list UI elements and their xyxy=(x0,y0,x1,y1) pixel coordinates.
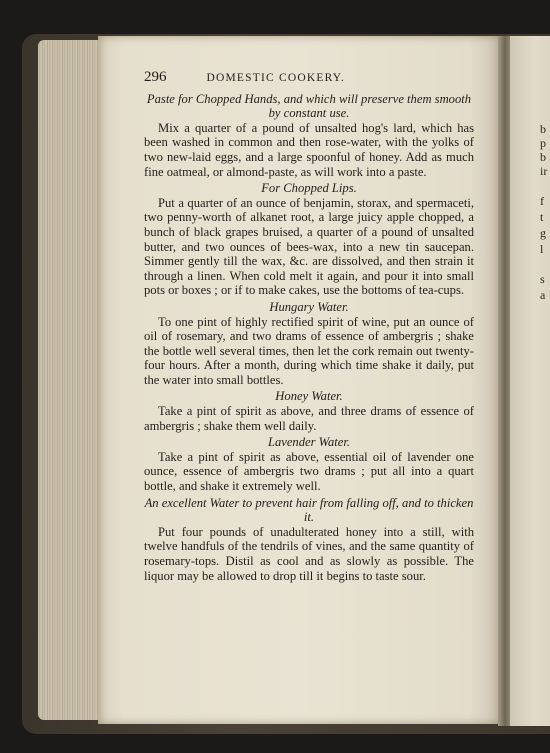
page-header xyxy=(144,70,474,86)
facing-fragment: a xyxy=(540,288,546,302)
recipe-heading: Honey Water. xyxy=(275,389,343,404)
recipe-heading: Hungary Water. xyxy=(269,299,349,314)
recipe-body: To one pint of highly rectified spirit of wine, put an ounce of oil of rosemary, and two drams of essence of ambergris ; shake the bottle well several times, then let the cork remain out twenty-four hours. After a month, during which time shake it daily, put the water into small bottles. xyxy=(144,314,474,387)
recipe-heading: Lavender Water. xyxy=(267,435,351,450)
recipe-heading: Paste for Chopped Hands, and which will preserve them smooth by constant use. xyxy=(146,91,472,121)
recipe-body: Mix a quarter of a pound of unsalted hog's lard, which has been washed in common and then rose-water, with the yolks of two new-laid eggs, and a large spoonful of honey. Add as much fine oatmeal, or almond-paste, as will work into a paste. xyxy=(144,120,474,179)
recipe-heading: An excellent Water to prevent hair from falling off, and to thicken it. xyxy=(144,495,474,525)
facing-fragment: ir xyxy=(540,164,548,178)
recipe-body: Put a quarter of an ounce of benjamin, storax, and spermaceti, two penny-worth of alkanet root, a large juicy apple chopped, a bunch of black grapes bruised, a quarter of a pound of unsalted butter, and two ounces of bees-wax, into a new tin saucepan. Simmer gently till the wax, &c. are dissolved, and then strain it through a linen. When cold melt it again, and pour it into small pots or boxes ; or if to make cakes, use the bottoms of tea-cups. xyxy=(144,195,474,298)
facing-fragment: s xyxy=(540,272,545,286)
recipe-section xyxy=(144,496,474,584)
facing-fragment: l xyxy=(540,242,544,256)
facing-page xyxy=(510,36,550,726)
recipe-body: Put four pounds of unadulterated honey into a still, with twelve handfuls of the tendrils of vines, and the same quantity of rosemary-tops. Distil as cool and as slowly as possible. The liquor may be allowed to drop till it begins to taste sour. xyxy=(144,524,474,583)
running-head: DOMESTIC COOKERY. xyxy=(206,72,345,84)
page-number: 296 xyxy=(144,69,167,85)
recipe-section xyxy=(144,181,474,298)
recipe-heading: For Chopped Lips. xyxy=(261,181,357,196)
recipe-section xyxy=(144,435,474,493)
facing-fragment: g xyxy=(540,226,546,240)
page-text xyxy=(144,70,474,583)
facing-fragment: b xyxy=(540,150,546,164)
recipe-section xyxy=(144,92,474,180)
facing-fragment: f xyxy=(540,194,544,208)
recipe-body: Take a pint of spirit as above, essential oil of lavender one ounce, essence of ambergris two drams ; put all into a quart bottle, and shake it extremely well. xyxy=(144,449,474,494)
facing-fragment: b xyxy=(540,122,546,136)
facing-fragment: t xyxy=(540,210,544,224)
recipe-body: Take a pint of spirit as above, and three drams of essence of ambergris ; shake them well daily. xyxy=(144,404,474,433)
recipe-section xyxy=(144,389,474,433)
recipe-section xyxy=(144,300,474,388)
facing-fragment: p xyxy=(540,136,546,150)
